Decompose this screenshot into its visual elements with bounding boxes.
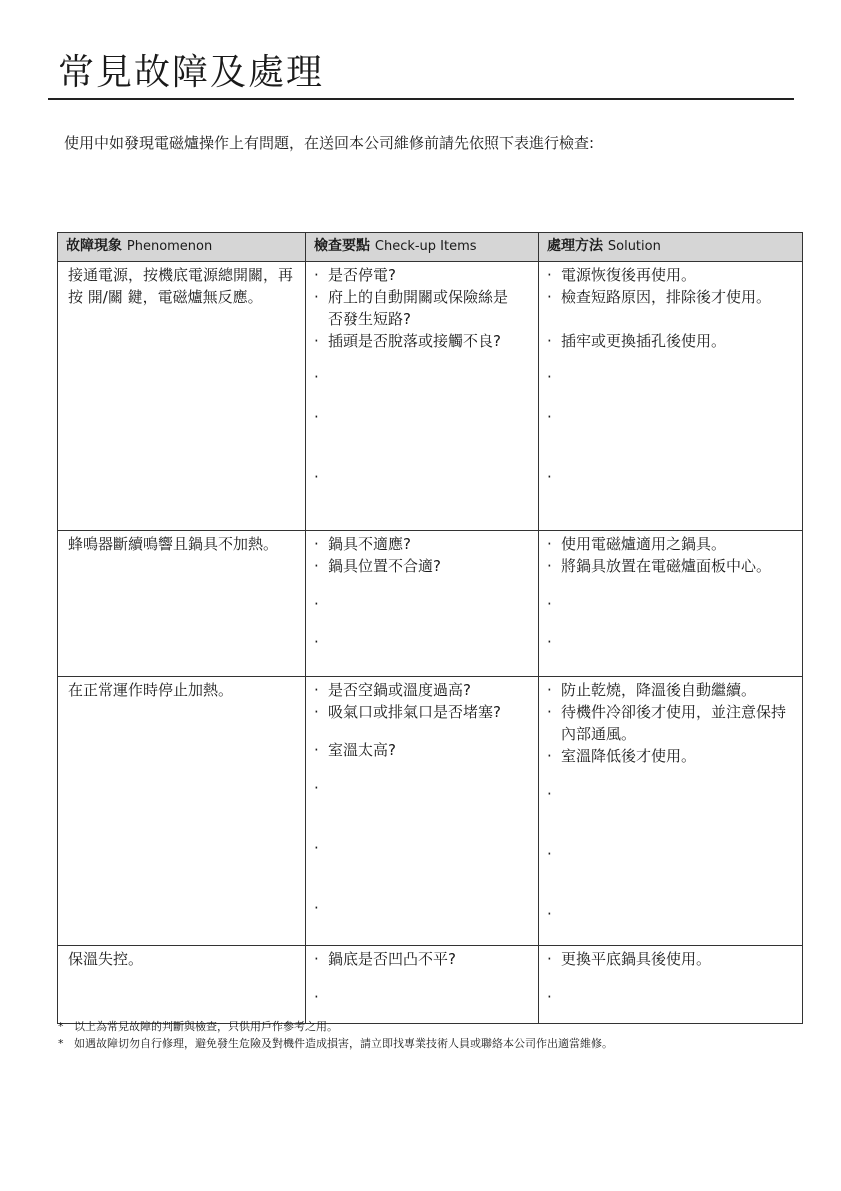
solution-text	[561, 631, 796, 653]
bullet: ·	[314, 288, 319, 306]
solution-text	[561, 593, 796, 615]
page-title: 常見故障及處理	[58, 52, 325, 93]
footnote-marker: *	[58, 1020, 64, 1033]
solution-item	[547, 406, 796, 428]
solution-text: 電源恢復後再使用。	[561, 266, 697, 284]
bullet: ·	[547, 535, 552, 553]
footnote-text: 如遇故障切勿自行修理，避免發生危險及對機件造成損害，請立即找專業技術人員或聯絡本公司作出適當維修。	[74, 1037, 613, 1050]
check-text: 室溫太高?	[328, 741, 396, 759]
solution-text: 室溫降低後才使用。	[561, 747, 697, 765]
bullet: ·	[547, 332, 552, 350]
solution-item	[547, 264, 796, 286]
bullet: ·	[314, 839, 319, 857]
footnote-text: 以上為常見故障的判斷與檢查，只供用戶作參考之用。	[74, 1020, 338, 1033]
check-text: 鍋具位置不合適?	[328, 557, 441, 575]
bullet: ·	[314, 899, 319, 917]
check-item	[314, 679, 532, 701]
phenomenon-cell: 在正常運作時停止加熱。	[58, 677, 306, 946]
bullet: ·	[547, 408, 552, 426]
bullet: ·	[314, 633, 319, 651]
bullet: ·	[547, 266, 552, 284]
check-text	[328, 897, 532, 919]
bullet: ·	[547, 368, 552, 386]
check-item	[314, 777, 532, 799]
solution-item	[547, 679, 796, 701]
solution-text	[561, 406, 796, 428]
solution-item	[547, 330, 796, 352]
check-text	[328, 837, 532, 859]
solution-item	[547, 948, 796, 970]
bullet: ·	[314, 266, 319, 284]
header-solution-zh: 處理方法	[547, 238, 603, 254]
check-item	[314, 330, 532, 352]
phenomenon-cell: 保溫失控。	[58, 946, 306, 1024]
checkup-cell	[306, 262, 539, 531]
bullet: ·	[547, 785, 552, 803]
check-text	[328, 593, 532, 615]
bullet: ·	[547, 557, 552, 575]
header-phenomenon	[58, 233, 306, 262]
phenomenon-cell: 蜂鳴器斷續鳴響且鍋具不加熱。	[58, 531, 306, 677]
bullet: ·	[547, 988, 552, 1006]
solution-item	[547, 286, 796, 308]
solution-item	[547, 631, 796, 653]
check-text: 吸氣口或排氣口是否堵塞?	[328, 703, 501, 721]
bullet: ·	[314, 703, 319, 721]
solution-text	[561, 366, 796, 388]
solution-text	[561, 783, 796, 805]
phenomenon-cell: 接通電源，按機底電源總開關，再按 開/關 鍵，電磁爐無反應。	[58, 262, 306, 531]
solution-item	[547, 593, 796, 615]
troubleshooting-table	[57, 232, 803, 1024]
check-item	[314, 739, 532, 761]
bullet: ·	[547, 905, 552, 923]
footnote-marker: *	[58, 1037, 64, 1050]
check-text: 是否停電?	[328, 266, 396, 284]
header-phenomenon-zh: 故障現象	[66, 238, 122, 254]
solution-text	[561, 466, 796, 488]
solution-item	[547, 555, 796, 577]
table-row	[58, 531, 803, 677]
checkup-cell	[306, 677, 539, 946]
solution-item	[547, 745, 796, 767]
header-solution	[539, 233, 803, 262]
check-item	[314, 837, 532, 859]
solution-text	[561, 986, 796, 1008]
check-item	[314, 701, 532, 723]
solution-text: 檢查短路原因，排除後才使用。	[561, 288, 772, 306]
solution-item	[547, 903, 796, 925]
bullet: ·	[314, 950, 319, 968]
bullet: ·	[314, 408, 319, 426]
check-text	[328, 986, 532, 1008]
bullet: ·	[314, 535, 319, 553]
solution-text: 插牢或更換插孔後使用。	[561, 332, 727, 350]
check-text: 插頭是否脫落或接觸不良?	[328, 332, 501, 350]
bullet: ·	[547, 950, 552, 968]
bullet: ·	[547, 633, 552, 651]
solution-text: 待機件冷卻後才使用，並注意保持內部通風。	[561, 703, 787, 743]
check-item	[314, 948, 532, 970]
bullet: ·	[547, 681, 552, 699]
header-phenomenon-en: Phenomenon	[126, 239, 213, 254]
check-item	[314, 466, 532, 488]
bullet: ·	[314, 332, 319, 350]
bullet: ·	[547, 288, 552, 306]
check-text: 鍋具不適應?	[328, 535, 411, 553]
header-checkup	[306, 233, 539, 262]
checkup-cell	[306, 531, 539, 677]
check-text: 鍋底是否凹凸不平?	[328, 950, 456, 968]
footnote	[58, 1018, 613, 1035]
solution-item	[547, 843, 796, 865]
check-item	[314, 264, 532, 286]
solution-text: 將鍋具放置在電磁爐面板中心。	[561, 557, 772, 575]
solution-text: 防止乾燒，降溫後自動繼續。	[561, 681, 757, 699]
solution-text: 使用電磁爐適用之鍋具。	[561, 535, 727, 553]
table-row	[58, 262, 803, 531]
bullet: ·	[314, 779, 319, 797]
bullet: ·	[547, 747, 552, 765]
bullet: ·	[314, 468, 319, 486]
bullet: ·	[314, 741, 319, 759]
header-solution-en: Solution	[607, 239, 661, 254]
footnotes	[58, 1018, 613, 1052]
check-text	[328, 777, 532, 799]
header-checkup-en: Check-up Items	[374, 239, 477, 254]
bullet: ·	[547, 595, 552, 613]
bullet: ·	[314, 368, 319, 386]
header-checkup-zh: 檢查要點	[314, 238, 370, 254]
solution-item	[547, 986, 796, 1008]
check-item	[314, 286, 532, 330]
bullet: ·	[314, 988, 319, 1006]
check-item	[314, 555, 532, 577]
solution-item	[547, 701, 796, 745]
solution-item	[547, 366, 796, 388]
check-text	[328, 631, 532, 653]
bullet: ·	[314, 557, 319, 575]
solution-cell	[539, 262, 803, 531]
check-item	[314, 406, 532, 428]
check-item	[314, 986, 532, 1008]
check-text	[328, 466, 532, 488]
table-row	[58, 946, 803, 1024]
check-text: 是否空鍋或溫度過高?	[328, 681, 471, 699]
solution-item	[547, 783, 796, 805]
check-item	[314, 593, 532, 615]
check-item	[314, 366, 532, 388]
solution-cell	[539, 946, 803, 1024]
check-item	[314, 631, 532, 653]
solution-item	[547, 466, 796, 488]
solution-item	[547, 533, 796, 555]
check-item	[314, 897, 532, 919]
check-text	[328, 366, 532, 388]
table-header-row	[58, 233, 803, 262]
check-text	[328, 406, 532, 428]
solution-cell	[539, 531, 803, 677]
bullet: ·	[547, 703, 552, 721]
checkup-cell	[306, 946, 539, 1024]
footnote	[58, 1035, 613, 1052]
solution-text	[561, 903, 796, 925]
intro-text: 使用中如發現電磁爐操作上有問題，在送回本公司維修前請先依照下表進行檢查:	[64, 134, 595, 152]
solution-text: 更換平底鍋具後使用。	[561, 950, 712, 968]
check-item	[314, 533, 532, 555]
title-rule	[48, 98, 794, 100]
bullet: ·	[547, 845, 552, 863]
bullet: ·	[547, 468, 552, 486]
bullet: ·	[314, 681, 319, 699]
solution-text	[561, 843, 796, 865]
table-row	[58, 677, 803, 946]
solution-cell	[539, 677, 803, 946]
check-text: 府上的自動開關或保險絲是否發生短路?	[328, 288, 509, 328]
bullet: ·	[314, 595, 319, 613]
